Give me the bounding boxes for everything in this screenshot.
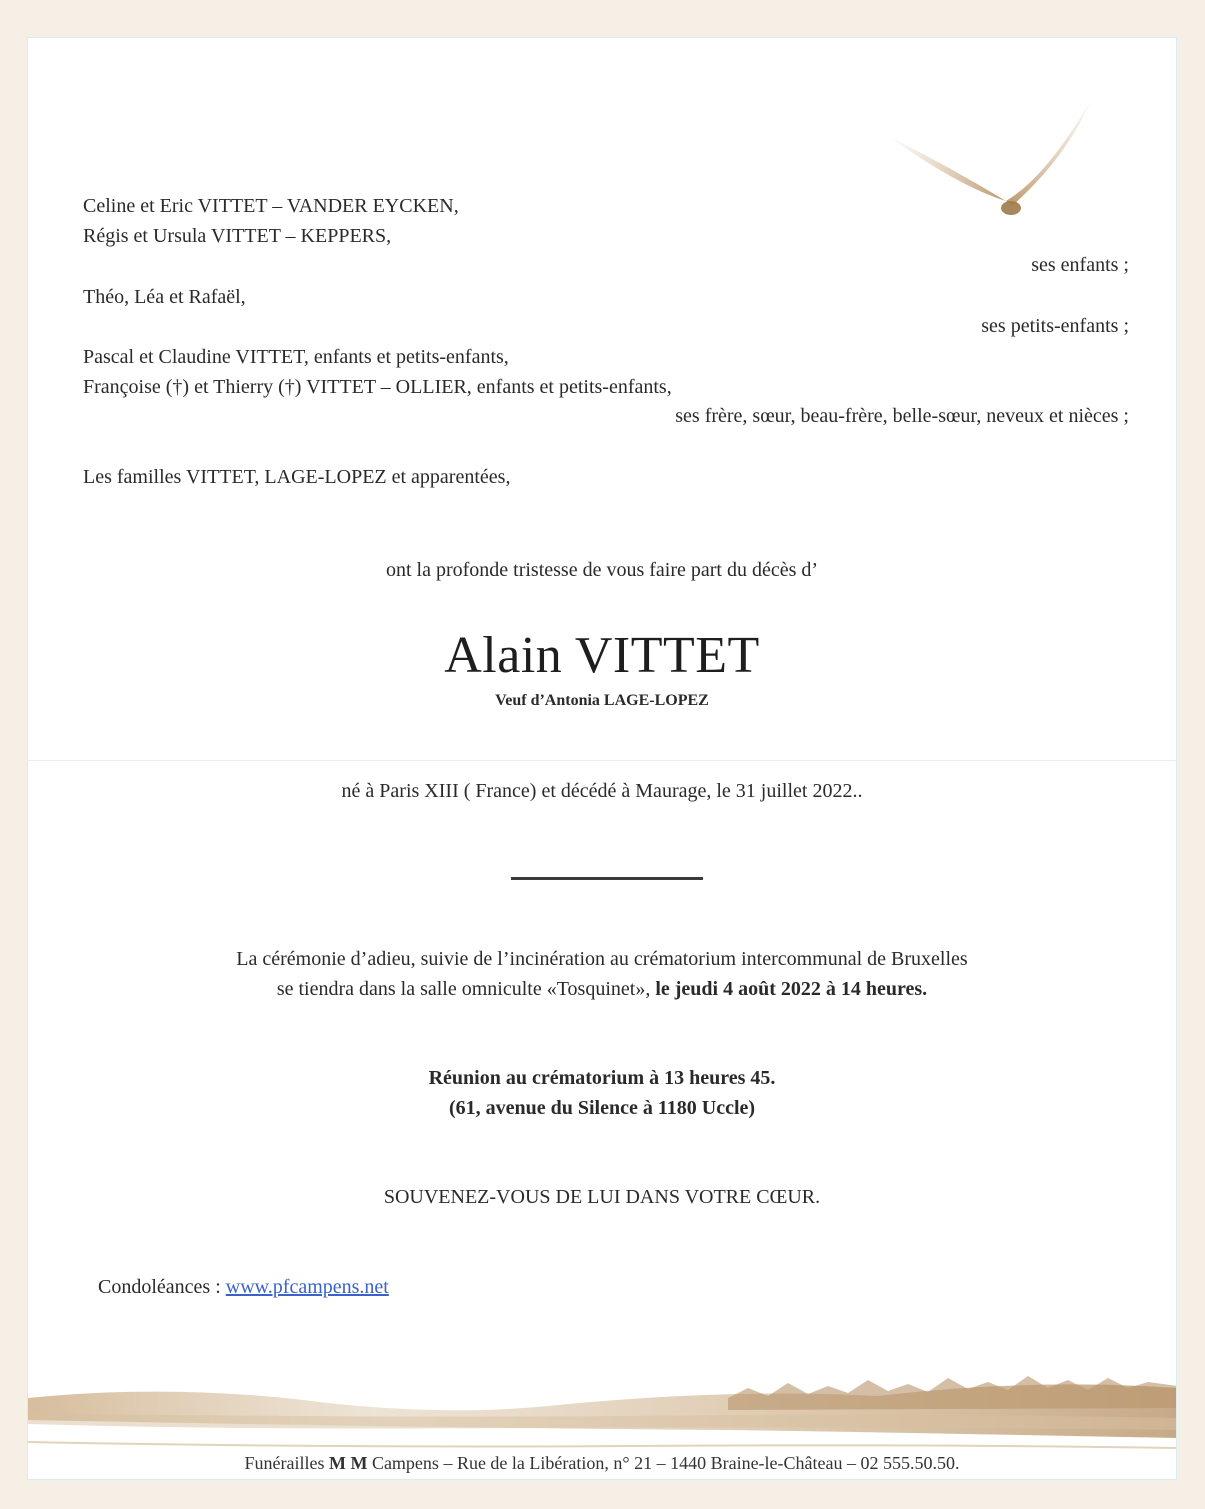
footer-details: – Rue de la Libération, n° 21 – 1440 Braine-le-Château – 02 555.50.50. <box>438 1453 960 1473</box>
widower-of: Veuf d’Antonia LAGE-LOPEZ <box>495 692 709 709</box>
footer-prefix: Funérailles <box>244 1453 329 1473</box>
ceremony-venue: se tiendra dans la salle omniculte «Tosquinet», <box>276 978 656 1000</box>
footer-address <box>28 1453 1176 1474</box>
siblings-line-1: Pascal et Claudine VITTET, enfants et petits-enfants, <box>83 346 509 368</box>
children-line-1: Celine et Eric VITTET – VANDER EYCKEN, <box>83 195 459 217</box>
ceremony-line-2 <box>28 977 1176 1001</box>
grandchildren-line: Théo, Léa et Rafaël, <box>83 286 246 308</box>
families-line: Les familles VITTET, LAGE-LOPEZ et apparentées, <box>83 466 511 488</box>
siblings-role: ses frère, sœur, beau-frère, belle-sœur, neveux et nièces ; <box>675 405 1129 427</box>
ceremony-date-time: le jeudi 4 août 2022 à 14 heures. <box>655 978 928 1000</box>
ceremony-line-1: La cérémonie d’adieu, suivie de l’incinération au crématorium intercommunal de Bruxelles <box>236 948 968 970</box>
siblings-line-2: Françoise (†) et Thierry (†) VITTET – OLLIER, enfants et petits-enfants, <box>83 376 672 398</box>
footer-brand-rest: Campens <box>367 1453 439 1473</box>
condolences-link[interactable]: www.pfcampens.net <box>225 1276 389 1298</box>
remember-line: SOUVENEZ-VOUS DE LUI DANS VOTRE CŒUR. <box>383 1186 821 1208</box>
children-line-2: Régis et Ursula VITTET – KEPPERS, <box>83 225 392 247</box>
condolences-label: Condoléances : <box>98 1276 226 1298</box>
grandchildren-role: ses petits-enfants ; <box>981 315 1129 337</box>
fold-line <box>28 760 1176 761</box>
landscape-illustration <box>28 1358 1177 1468</box>
death-notice-card <box>27 37 1177 1480</box>
birth-death-line: né à Paris XIII ( France) et décédé à Maurage, le 31 juillet 2022.. <box>341 780 863 802</box>
flying-bird-illustration <box>888 96 1108 236</box>
children-role: ses enfants ; <box>1031 254 1129 276</box>
footer-brand-bold: M M <box>328 1453 368 1473</box>
condolences-line <box>98 1275 389 1299</box>
deceased-name: Alain VITTET <box>444 627 760 684</box>
announcement-text: ont la profonde tristesse de vous faire part du décès d’ <box>385 559 819 581</box>
separator-rule <box>511 877 703 880</box>
meeting-line-1: Réunion au crématorium à 13 heures 45. <box>428 1067 776 1089</box>
meeting-line-2: (61, avenue du Silence à 1180 Uccle) <box>448 1097 756 1119</box>
